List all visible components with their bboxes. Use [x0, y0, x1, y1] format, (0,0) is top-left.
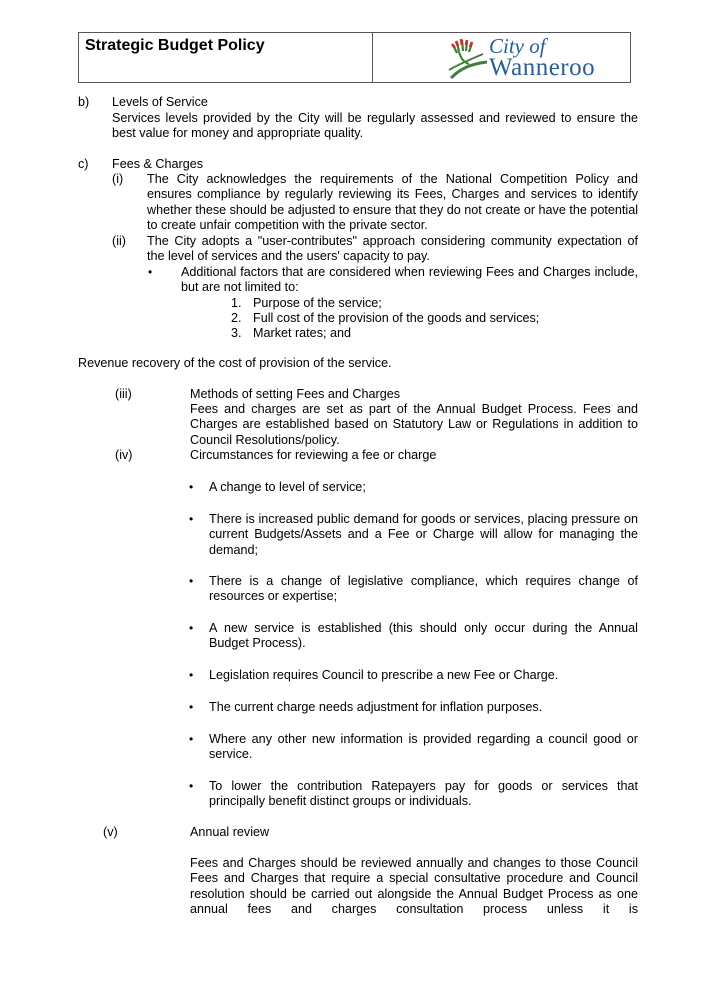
bullet-marker: • [189, 480, 194, 494]
section-b-marker: b) [78, 95, 90, 109]
logo-text-city-of: City of [489, 34, 546, 58]
item-iv-marker: (iv) [115, 448, 133, 462]
item-v-heading: Annual review [190, 825, 270, 839]
bullet-marker: • [189, 700, 194, 714]
numbered-item-text: Full cost of the provision of the goods and services; [253, 311, 540, 325]
item-v-marker: (v) [103, 825, 118, 839]
list-item: The current charge needs adjustment for inflation purposes. [209, 700, 543, 714]
item-ii-bullet-marker: • [148, 265, 153, 279]
document-header [78, 32, 631, 83]
list-item: Legislation requires Council to prescribe a new Fee or Charge. [209, 668, 559, 682]
item-i-text: The City acknowledges the requirements of the National Competition Policy and ensures compliance by regularly reviewing its Fees, Charges and services to identify whether these should be adjusted to ensure that they do not create or have the potential to create unfair competition with the private sector. [147, 172, 638, 232]
numbered-item-text: Market rates; and [253, 326, 351, 340]
list-item: A change to level of service; [209, 480, 366, 494]
bullet-marker: • [189, 621, 194, 635]
numbered-item-text: Purpose of the service; [253, 296, 382, 310]
bullet-marker: • [189, 574, 194, 588]
numbered-item-marker: 1. [231, 296, 242, 310]
page-title: Strategic Budget Policy [85, 37, 265, 54]
list-item: Where any other new information is provided regarding a council good or service. [209, 732, 638, 762]
section-b-body: Services levels provided by the City will be regularly assessed and reviewed to ensure the best value for money and appropriate quality. [112, 111, 638, 141]
item-ii-bullet-text: Additional factors that are considered when reviewing Fees and Charges include, but are not limited to: [181, 265, 638, 295]
numbered-item-marker: 2. [231, 311, 242, 325]
section-c-marker: c) [78, 157, 89, 171]
header-divider [372, 33, 373, 82]
bullet-marker: • [189, 512, 194, 526]
item-iii-heading: Methods of setting Fees and Charges [190, 387, 401, 401]
item-ii-marker: (ii) [112, 234, 126, 248]
bullet-marker: • [189, 668, 194, 682]
bullet-marker: • [189, 732, 194, 746]
section-c-heading: Fees & Charges [112, 157, 203, 171]
section-b-heading: Levels of Service [112, 95, 208, 109]
item-iii-body: Fees and charges are set as part of the Annual Budget Process. Fees and Charges are established based on Statutory Law or Regulations in addition to Council Resolutions/policy. [190, 402, 638, 447]
logo-text-wanneroo: Wanneroo [489, 54, 596, 81]
item-v-body: Fees and Charges should be reviewed annually and changes to those Council Fees and Charges that require a special consultative procedure and Council resolution should be carried out alongside the Annual Budget Process as one annual fees and charges consultation process unless it is [190, 856, 638, 916]
revenue-recovery-text: Revenue recovery of the cost of provision of the service. [78, 356, 392, 370]
list-item: There is increased public demand for goods or services, placing pressure on current Budgets/Assets and a Fee or Charge will allow for managing the demand; [209, 512, 638, 557]
item-ii-text: The City adopts a "user-contributes" approach considering community expectation of the level of services and the users' capacity to pay. [147, 234, 638, 264]
item-i-marker: (i) [112, 172, 124, 186]
bullet-marker: • [189, 779, 194, 793]
numbered-item-marker: 3. [231, 326, 242, 340]
list-item: To lower the contribution Ratepayers pay for goods or services that principally benefit distinct groups or individuals. [209, 779, 638, 809]
item-iv-heading: Circumstances for reviewing a fee or charge [190, 448, 437, 462]
list-item: There is a change of legislative compliance, which requires change of resources or expertise; [209, 574, 638, 604]
city-logo [441, 35, 631, 81]
item-iii-marker: (iii) [115, 387, 132, 401]
kangaroo-paw-icon [447, 38, 491, 80]
list-item: A new service is established (this should only occur during the Annual Budget Process). [209, 621, 638, 651]
